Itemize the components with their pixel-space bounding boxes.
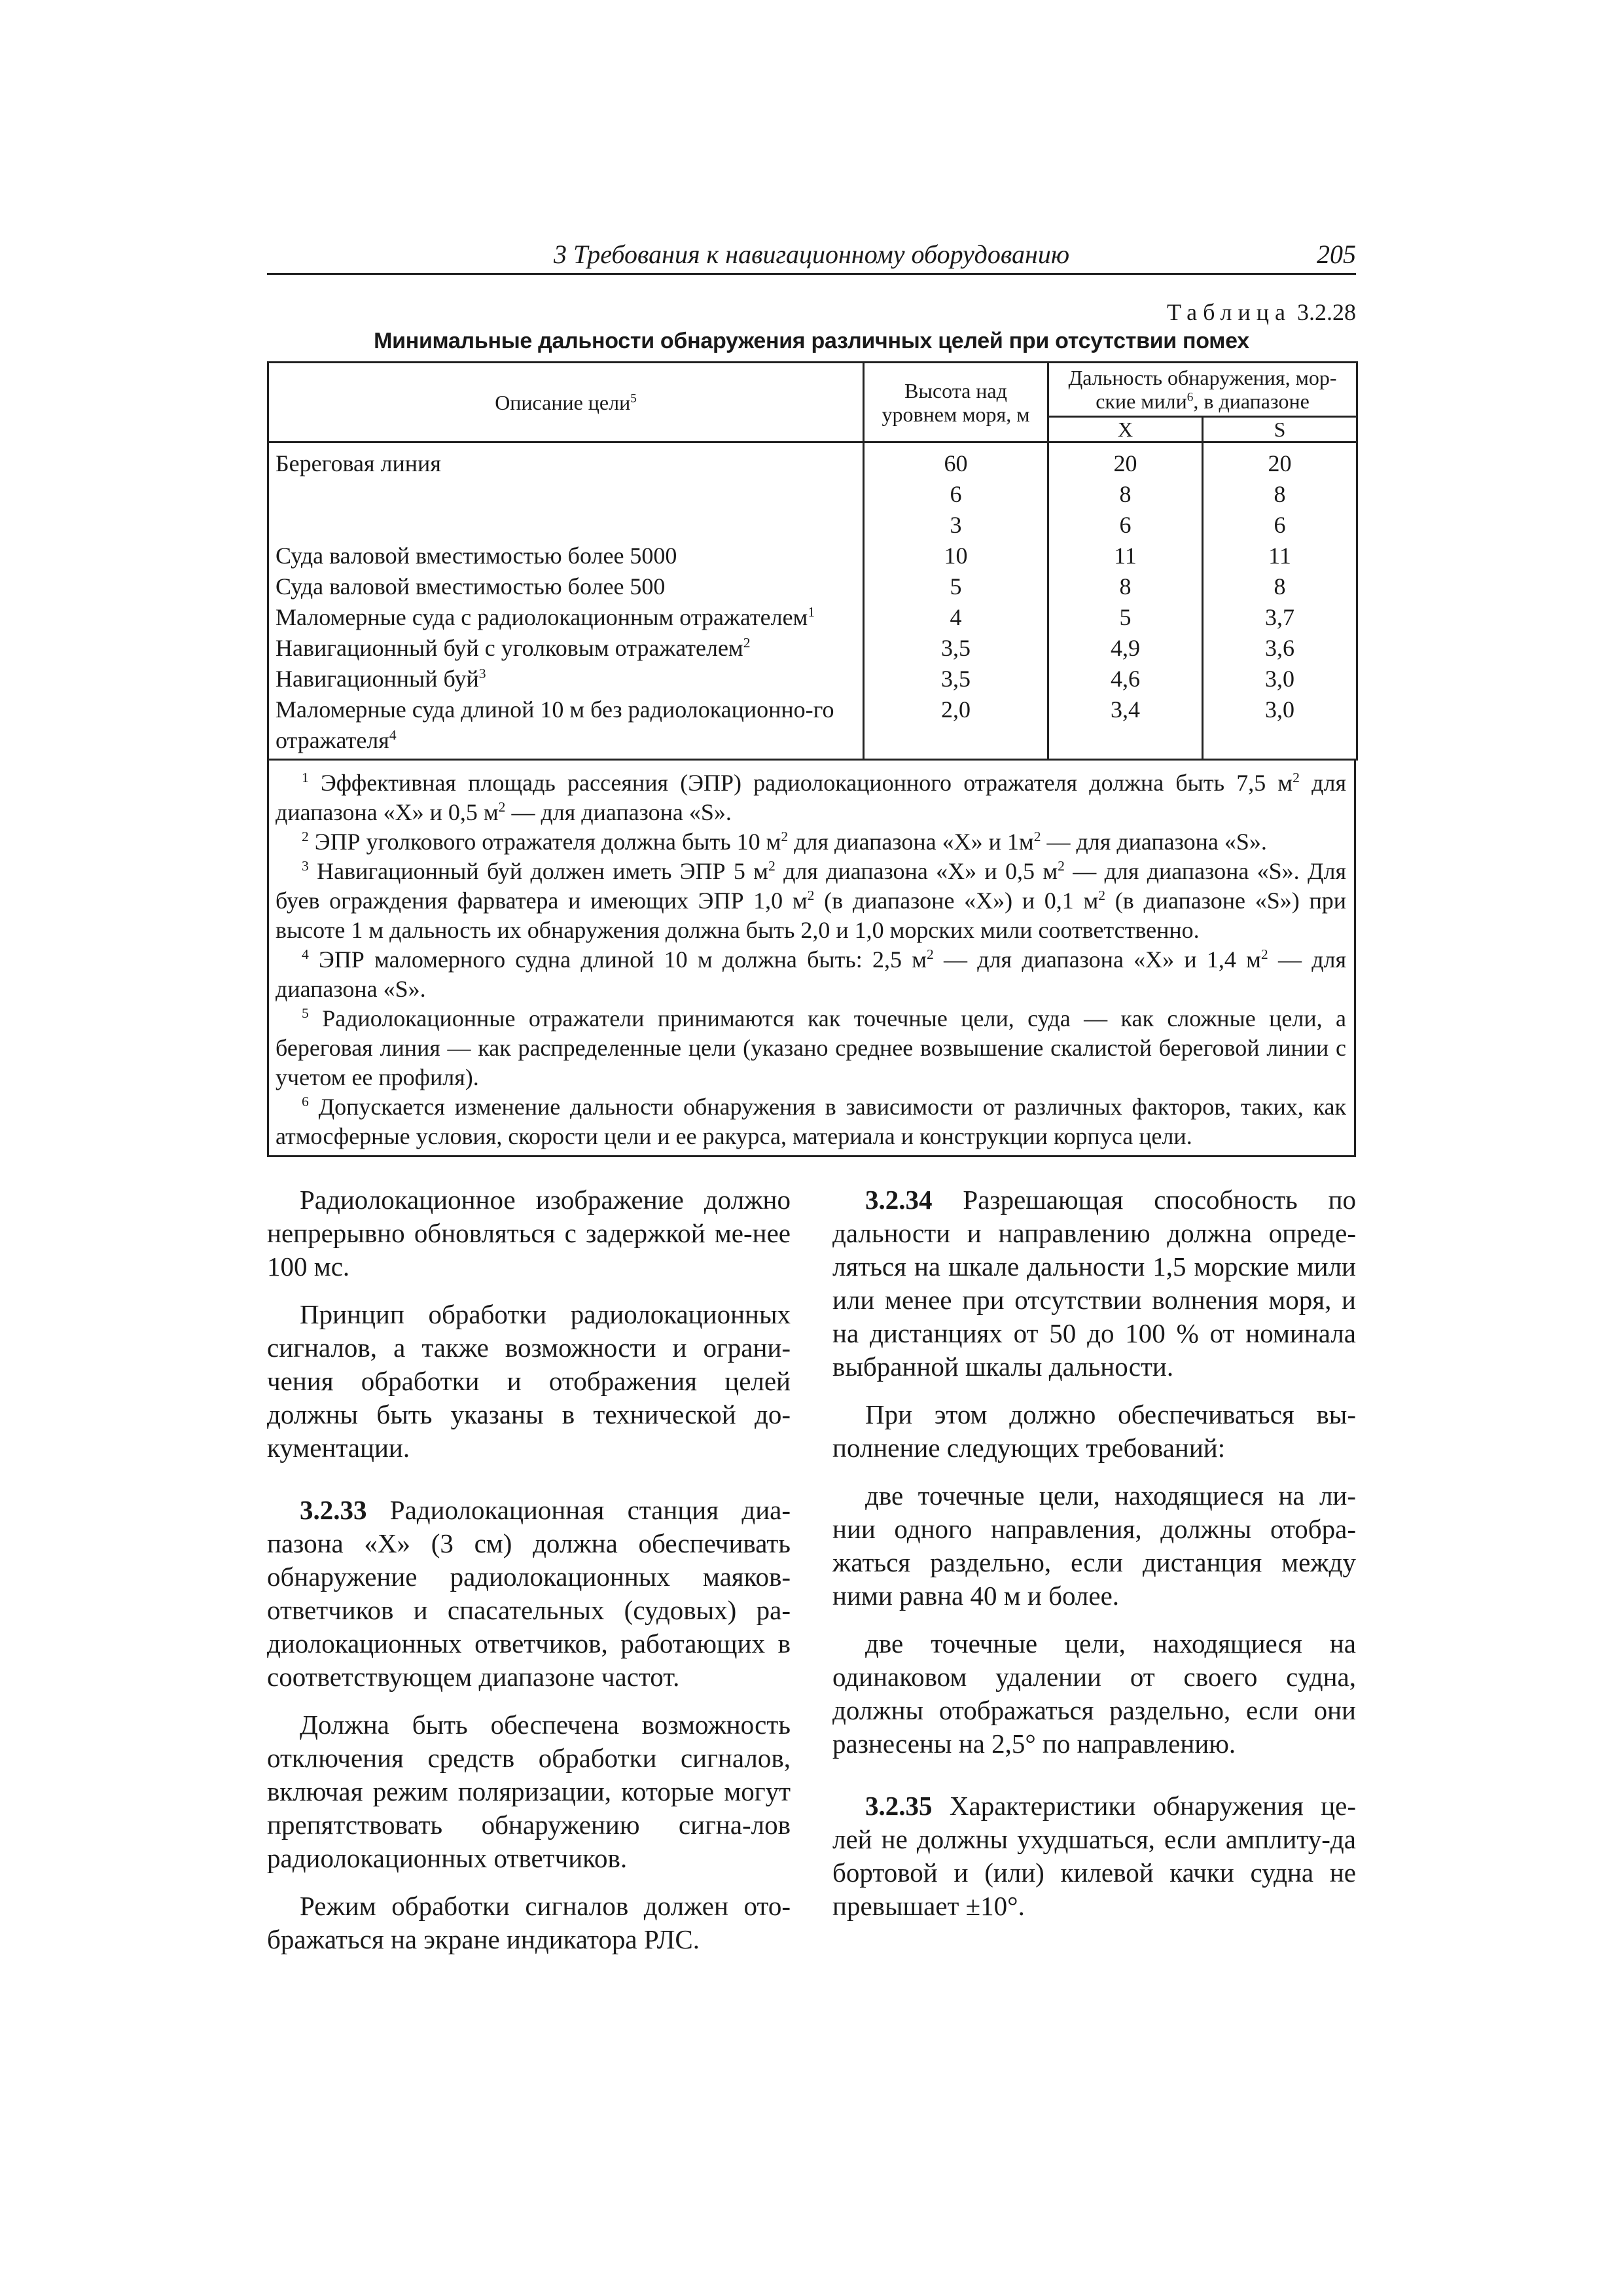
cell-range-s: 6 [1203,510,1357,541]
footnote-5: $^5$ Радиолокационные отражатели принимаются как точечные цели, суда — как сложные цели, а береговая линия — как распределенные цели (указано среднее возвышение скалистой береговой линии с учетом ее профиля). [276,1005,1347,1090]
paragraph: две точечные цели, находящиеся на ли-нии одного направления, должны отобра-жаться раздельно, если дистанция между ними равна 40 м и более. [832,1480,1356,1611]
cell-height: 2,0 [864,694,1048,760]
cell-range-x: 20 [1048,442,1203,480]
footnote-1: $^1$ Эффективная площадь рассеяния (ЭПР) радиолокационного отражателя должна быть 7,5 $м^2$ для диапазона «X» и 0,5 $м^2$ — для диапазона «S». [276,770,1346,825]
section-number: 3.2.33 [300,1495,367,1525]
cell-description: Береговая линия [268,442,864,480]
cell-range-s: 8 [1203,479,1357,510]
cell-range-x: 3,4 [1048,694,1203,760]
cell-range-s: 3,7 [1203,602,1357,633]
column-header-x: X [1048,417,1203,442]
table-row [268,442,1357,480]
table-footnotes [267,761,1356,1157]
detection-range-table [267,361,1358,761]
column-header-description: Описание цели$^5$ [268,363,864,442]
footnote-4: $^4$ ЭПР маломерного судна длиной 10 м должна быть: 2,5 $м^2$ — для диапазона «X» и 1,4 $м^2$ — для диапазона «S». [276,946,1347,1002]
cell-range-s: 11 [1203,541,1357,571]
cell-range-x: 8 [1048,571,1203,602]
column-header-height: Высота над уровнем моря, м [864,363,1048,442]
table-number: 3.2.28 [1297,299,1356,325]
table-row [268,664,1357,694]
table-row [268,541,1357,571]
paragraph: Радиолокационное изображение должно непрерывно обновляться с задержкой ме-нее 100 мс. [267,1185,791,1282]
table-row [268,571,1357,602]
paragraph-3-2-34: 3.2.34 Разрешающая способность по дальности и направлению должна опреде-ляться на шкале дальности 1,5 морские мили или менее при отсутствии волнения моря, и на дистанциях от 50 до 100 % от номинала выбранной шкалы дальности. [832,1185,1357,1382]
table-row [268,633,1357,664]
cell-height: 60 [864,442,1048,480]
running-header [267,239,1356,275]
cell-range-s: 3,0 [1203,694,1357,760]
footnote-3: $^3$ Навигационный буй должен иметь ЭПР 5 $м^2$ для диапазона «X» и 0,5 $м^2$ — для диапазона «S». Для буев ограждения фарватера и имеющих ЭПР 1,0 $м^2$ (в диапазоне «X») и 0,1 $м^2$ (в диапазоне «S») при высоте 1 м дальность их обнаружения должна быть 2,0 и 1,0 морских мили соответственно. [276,858,1347,943]
cell-description: Маломерные суда длиной 10 м без радиолокационно-го отражателя$^4$ [268,694,864,760]
cell-height: 5 [864,571,1048,602]
cell-range-s: 8 [1203,571,1357,602]
detection-range-table-wrapper [267,361,1356,1157]
cell-height: 6 [864,479,1048,510]
table-label-word: Таблица [1167,299,1291,325]
cell-range-x: 11 [1048,541,1203,571]
cell-description: Суда валовой вместимостью более 5000 [268,541,864,571]
cell-description: Суда валовой вместимостью более 500 [268,571,864,602]
cell-description [268,479,864,510]
cell-range-x: 6 [1048,510,1203,541]
cell-height: 3,5 [864,664,1048,694]
cell-description: Навигационный буй с уголковым отражателем$^2$ [268,633,864,664]
chapter-title: 3 Требования к навигационному оборудованию [553,240,1070,269]
footnote-6: $^6$ Допускается изменение дальности обнаружения в зависимости от различных факторов, таких, как атмосферные условия, скорости цели и ее ракурса, материала и конструкции корпуса цели. [276,1094,1346,1149]
footnote-2: $^2$ ЭПР уголкового отражателя должна быть 10 $м^2$ для диапазона «X» и $1м^2$ — для диапазона «S». [302,829,1267,855]
column-header-s: S [1203,417,1357,442]
paragraph: две точечные цели, находящиеся на одинаковом удалении от своего судна, должны отображаться раздельно, если они разнесены на 2,5° по направлению. [832,1628,1356,1759]
paragraph: Принцип обработки радиолокационных сигналов, а также возможности и ограни-чения обработки и отображения целей должны быть указаны в технической до-кументации. [267,1299,791,1463]
paragraph: Должна быть обеспечена возможность отключения средств обработки сигналов, включая режим поляризации, которые могут препятствовать обнаружению сигна-лов радиолокационных ответчиков. [267,1710,791,1873]
cell-description: Маломерные суда с радиолокационным отражателем$^1$ [268,602,864,633]
cell-height: 10 [864,541,1048,571]
cell-height: 3,5 [864,633,1048,664]
cell-range-s: 20 [1203,442,1357,480]
paragraph-3-2-35: 3.2.35 Характеристики обнаружения це-лей не должны ухудшаться, если амплиту-да бортовой и (или) килевой качки судна не превышает ±10°. [832,1791,1357,1921]
column-header-range: Дальность обнаружения, мор-ские мили$^6$, в диапазоне [1048,363,1357,417]
cell-description: Навигационный буй$^3$ [268,664,864,694]
paragraph: Режим обработки сигналов должен ото-бражаться на экране индикатора РЛС. [267,1891,791,1954]
paragraph-3-2-33: 3.2.33 Радиолокационная станция диа-пазона «X» (3 см) должна обеспечивать обнаружение радиолокационных маяков-ответчиков и спасательных (судовых) ра-диолокационных ответчиков, работающих в соответствующем диапазоне частот. [267,1495,791,1692]
left-text-column [267,1183,791,1971]
cell-range-x: 4,9 [1048,633,1203,664]
cell-range-x: 8 [1048,479,1203,510]
table-label [1167,298,1356,327]
table-row [268,694,1357,760]
cell-range-s: 3,6 [1203,633,1357,664]
cell-description [268,510,864,541]
table-row [268,602,1357,633]
cell-height: 4 [864,602,1048,633]
right-text-column [832,1183,1356,1937]
cell-range-s: 3,0 [1203,664,1357,694]
paragraph: При этом должно обеспечиваться вы-полнение следующих требований: [832,1399,1356,1463]
page-number: 205 [1317,240,1356,269]
section-number: 3.2.34 [865,1185,933,1215]
section-number: 3.2.35 [865,1791,933,1821]
cell-height: 3 [864,510,1048,541]
cell-range-x: 5 [1048,602,1203,633]
table-title: Минимальные дальности обнаружения различных целей при отсутствии помех [374,329,1249,353]
table-header-row [268,363,1357,417]
table-row [268,510,1357,541]
table-row [268,479,1357,510]
cell-range-x: 4,6 [1048,664,1203,694]
